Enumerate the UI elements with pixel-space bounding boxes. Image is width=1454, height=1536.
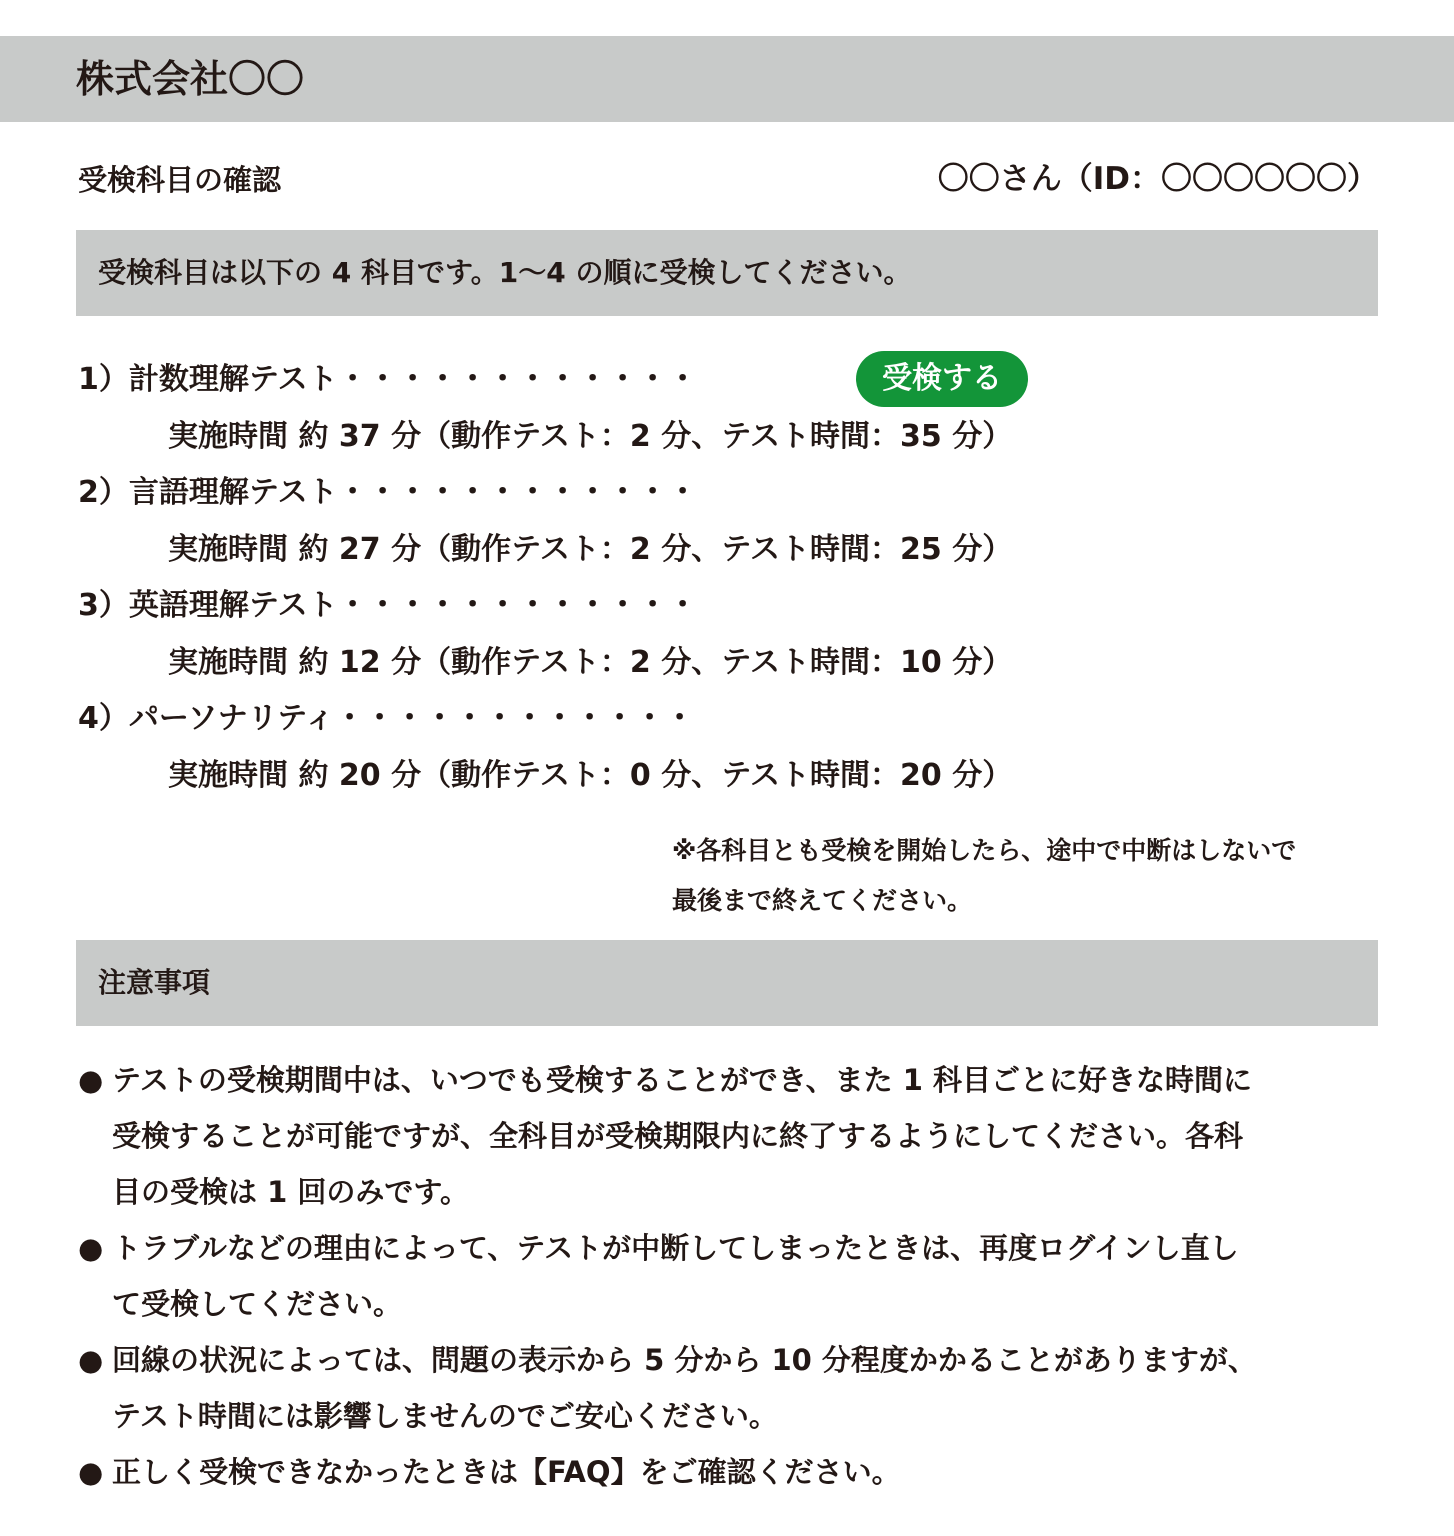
note-text: 目の受検は 1 回のみです。	[112, 1175, 470, 1209]
caution-line: ※各科目とも受検を開始したら、途中で中断はしないで	[672, 836, 1297, 865]
subject-title-3: 3）英語理解テスト・・・・・・・・・・・・	[78, 588, 698, 623]
subject-title-4: 4）パーソナリティ・・・・・・・・・・・・	[78, 701, 695, 736]
list-item	[78, 1332, 1378, 1444]
notes-band	[76, 940, 1378, 1026]
company-name: 株式会社〇〇	[76, 57, 305, 101]
subject-title-1: 1）計数理解テスト・・・・・・・・・・・・	[78, 362, 698, 397]
intro-band	[76, 230, 1378, 316]
start-exam-button[interactable]: 受検する	[856, 351, 1028, 407]
note-text: 正しく受検できなかったときは【FAQ】をご確認ください。	[112, 1455, 901, 1489]
notes-heading: 注意事項	[98, 966, 211, 999]
user-info: 〇〇さん（ID：〇〇〇〇〇〇）	[937, 161, 1378, 197]
page-title: 受検科目の確認	[78, 163, 282, 197]
list-item	[78, 1444, 1378, 1500]
caution-note	[672, 826, 1378, 926]
list-item	[78, 1052, 1378, 1220]
note-text: て受検してください。	[112, 1287, 403, 1321]
subject-detail-2: 実施時間 約 27 分（動作テスト：2 分、テスト時間：25 分）	[168, 532, 1013, 567]
caution-line: 最後まで終えてください。	[672, 886, 973, 915]
note-text: 受検することが可能ですが、全科目が受検期限内に終了するようにしてください。各科	[112, 1119, 1244, 1153]
notes-list	[78, 1052, 1378, 1500]
subject-title-2: 2）言語理解テスト・・・・・・・・・・・・	[78, 475, 698, 510]
subject-detail-1: 実施時間 約 37 分（動作テスト：2 分、テスト時間：35 分）	[168, 419, 1013, 454]
note-text: 回線の状況によっては、問題の表示から 5 分から 10 分程度かかることがありますが、	[112, 1343, 1257, 1377]
subject-detail-3: 実施時間 約 12 分（動作テスト：2 分、テスト時間：10 分）	[168, 645, 1013, 680]
bullet-icon: ●	[78, 1455, 104, 1489]
subject-detail-4: 実施時間 約 20 分（動作テスト：0 分、テスト時間：20 分）	[168, 758, 1013, 793]
list-item	[78, 1220, 1378, 1332]
bullet-icon: ●	[78, 1063, 104, 1097]
intro-text: 受検科目は以下の 4 科目です。1〜4 の順に受検してください。	[98, 256, 912, 289]
note-text: テスト時間には影響しませんのでご安心ください。	[112, 1399, 778, 1433]
bullet-icon: ●	[78, 1343, 104, 1377]
note-text: テストの受検期間中は、いつでも受検することができ、また 1 科目ごとに好きな時間に	[112, 1063, 1253, 1097]
bullet-icon: ●	[78, 1231, 104, 1265]
note-text: トラブルなどの理由によって、テストが中断してしまったときは、再度ログインし直し	[112, 1231, 1239, 1265]
